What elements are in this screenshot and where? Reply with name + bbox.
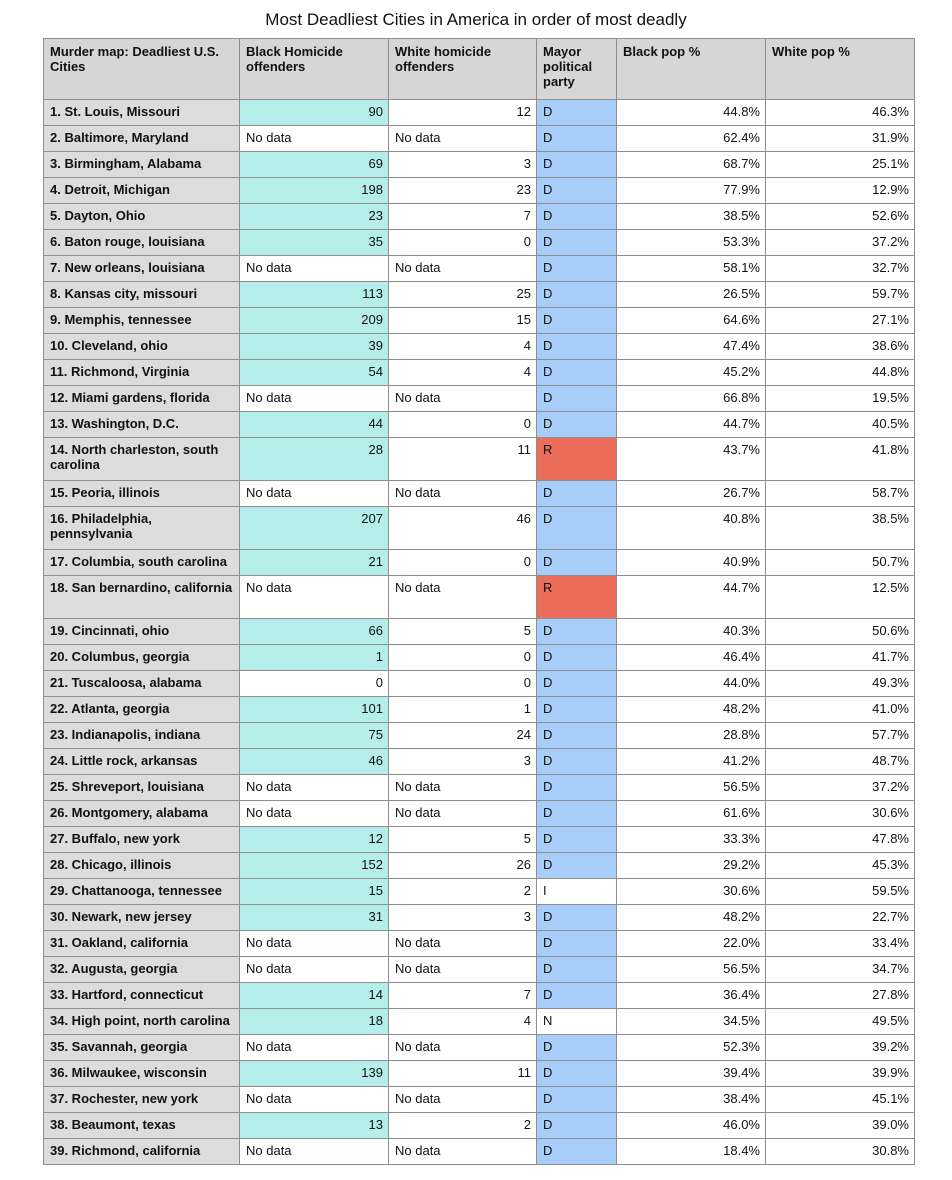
black-offenders-cell[interactable]: 18	[240, 1009, 389, 1035]
white-pop-cell[interactable]: 30.6%	[766, 801, 915, 827]
black-offenders-cell[interactable]: No data	[240, 775, 389, 801]
white-pop-cell[interactable]: 38.6%	[766, 334, 915, 360]
white-offenders-cell[interactable]: No data	[389, 957, 537, 983]
header-row	[44, 39, 915, 100]
table-row	[44, 178, 915, 204]
header-city[interactable]: Murder map: Deadliest U.S. Cities	[44, 39, 240, 100]
table-row	[44, 550, 915, 576]
black-pop-cell[interactable]: 41.2%	[617, 749, 766, 775]
white-pop-cell[interactable]: 50.6%	[766, 619, 915, 645]
black-pop-cell[interactable]: 39.4%	[617, 1061, 766, 1087]
city-cell[interactable]: 12. Miami gardens, florida	[44, 386, 240, 412]
city-cell[interactable]: 15. Peoria, illinois	[44, 481, 240, 507]
white-offenders-cell[interactable]: 4	[389, 360, 537, 386]
white-pop-cell[interactable]: 52.6%	[766, 204, 915, 230]
mayor-party-cell[interactable]: N	[537, 1009, 617, 1035]
table-row	[44, 1035, 915, 1061]
mayor-party-cell[interactable]: D	[537, 550, 617, 576]
black-pop-cell[interactable]: 33.3%	[617, 827, 766, 853]
white-offenders-cell[interactable]: No data	[389, 481, 537, 507]
city-cell[interactable]: 17. Columbia, south carolina	[44, 550, 240, 576]
black-pop-cell[interactable]: 26.5%	[617, 282, 766, 308]
white-offenders-cell[interactable]: No data	[389, 1035, 537, 1061]
table-row	[44, 983, 915, 1009]
white-offenders-cell[interactable]: 0	[389, 645, 537, 671]
table-row	[44, 152, 915, 178]
table-row	[44, 879, 915, 905]
black-offenders-cell[interactable]: 46	[240, 749, 389, 775]
black-pop-cell[interactable]: 29.2%	[617, 853, 766, 879]
white-pop-cell[interactable]: 49.5%	[766, 1009, 915, 1035]
white-pop-cell[interactable]: 59.5%	[766, 879, 915, 905]
black-offenders-cell[interactable]: No data	[240, 1087, 389, 1113]
table-row	[44, 438, 915, 481]
mayor-party-cell[interactable]: R	[537, 576, 617, 619]
city-cell[interactable]: 39. Richmond, california	[44, 1139, 240, 1165]
city-cell[interactable]: 5. Dayton, Ohio	[44, 204, 240, 230]
black-offenders-cell[interactable]: No data	[240, 931, 389, 957]
black-pop-cell[interactable]: 44.7%	[617, 576, 766, 619]
black-offenders-cell[interactable]: No data	[240, 1035, 389, 1061]
black-offenders-cell[interactable]: No data	[240, 1139, 389, 1165]
header-white-offenders[interactable]: White homicide offenders	[389, 39, 537, 100]
city-cell[interactable]: 37. Rochester, new york	[44, 1087, 240, 1113]
table-row	[44, 1087, 915, 1113]
mayor-party-cell[interactable]: D	[537, 152, 617, 178]
city-cell[interactable]: 6. Baton rouge, louisiana	[44, 230, 240, 256]
black-pop-cell[interactable]: 62.4%	[617, 126, 766, 152]
header-black-offenders[interactable]: Black Homicide offenders	[240, 39, 389, 100]
city-cell[interactable]: 4. Detroit, Michigan	[44, 178, 240, 204]
table-row	[44, 126, 915, 152]
black-offenders-cell[interactable]: 113	[240, 282, 389, 308]
white-pop-cell[interactable]: 49.3%	[766, 671, 915, 697]
black-offenders-cell[interactable]: 13	[240, 1113, 389, 1139]
mayor-party-cell[interactable]: D	[537, 126, 617, 152]
table-row	[44, 256, 915, 282]
city-cell[interactable]: 31. Oakland, california	[44, 931, 240, 957]
black-pop-cell[interactable]: 36.4%	[617, 983, 766, 1009]
city-cell[interactable]: 1. St. Louis, Missouri	[44, 100, 240, 126]
table-row	[44, 931, 915, 957]
city-cell[interactable]: 20. Columbus, georgia	[44, 645, 240, 671]
city-cell[interactable]: 22. Atlanta, georgia	[44, 697, 240, 723]
table-row	[44, 801, 915, 827]
black-pop-cell[interactable]: 68.7%	[617, 152, 766, 178]
white-pop-cell[interactable]: 34.7%	[766, 957, 915, 983]
table-row	[44, 697, 915, 723]
black-pop-cell[interactable]: 48.2%	[617, 697, 766, 723]
city-cell[interactable]: 38. Beaumont, texas	[44, 1113, 240, 1139]
black-pop-cell[interactable]: 30.6%	[617, 879, 766, 905]
table-row	[44, 775, 915, 801]
table-row	[44, 1009, 915, 1035]
white-offenders-cell[interactable]: No data	[389, 931, 537, 957]
black-pop-cell[interactable]: 45.2%	[617, 360, 766, 386]
table-row	[44, 334, 915, 360]
black-offenders-cell[interactable]: 12	[240, 827, 389, 853]
white-pop-cell[interactable]: 40.5%	[766, 412, 915, 438]
city-cell[interactable]: 28. Chicago, illinois	[44, 853, 240, 879]
city-cell[interactable]: 2. Baltimore, Maryland	[44, 126, 240, 152]
white-pop-cell[interactable]: 33.4%	[766, 931, 915, 957]
white-offenders-cell[interactable]: No data	[389, 386, 537, 412]
black-offenders-cell[interactable]: 31	[240, 905, 389, 931]
city-cell[interactable]: 16. Philadelphia, pennsylvania	[44, 507, 240, 550]
black-pop-cell[interactable]: 22.0%	[617, 931, 766, 957]
black-pop-cell[interactable]: 44.7%	[617, 412, 766, 438]
black-offenders-cell[interactable]: 15	[240, 879, 389, 905]
table-row	[44, 671, 915, 697]
white-pop-cell[interactable]: 44.8%	[766, 360, 915, 386]
mayor-party-cell[interactable]: D	[537, 334, 617, 360]
table-row	[44, 905, 915, 931]
white-offenders-cell[interactable]: 2	[389, 879, 537, 905]
mayor-party-cell[interactable]: D	[537, 853, 617, 879]
table-row	[44, 1061, 915, 1087]
black-offenders-cell[interactable]: No data	[240, 576, 389, 619]
mayor-party-cell[interactable]: D	[537, 801, 617, 827]
white-pop-cell[interactable]: 32.7%	[766, 256, 915, 282]
white-offenders-cell[interactable]: No data	[389, 126, 537, 152]
mayor-party-cell[interactable]: D	[537, 931, 617, 957]
mayor-party-cell[interactable]: D	[537, 360, 617, 386]
mayor-party-cell[interactable]: D	[537, 827, 617, 853]
black-offenders-cell[interactable]: 139	[240, 1061, 389, 1087]
black-offenders-cell[interactable]: 66	[240, 619, 389, 645]
city-cell[interactable]: 26. Montgomery, alabama	[44, 801, 240, 827]
black-offenders-cell[interactable]: No data	[240, 386, 389, 412]
white-pop-cell[interactable]: 38.5%	[766, 507, 915, 550]
black-offenders-cell[interactable]: 209	[240, 308, 389, 334]
black-offenders-cell[interactable]: 44	[240, 412, 389, 438]
city-cell[interactable]: 7. New orleans, louisiana	[44, 256, 240, 282]
table-row	[44, 853, 915, 879]
city-cell[interactable]: 23. Indianapolis, indiana	[44, 723, 240, 749]
header-black-pop[interactable]: Black pop %	[617, 39, 766, 100]
black-offenders-cell[interactable]: 14	[240, 983, 389, 1009]
city-cell[interactable]: 19. Cincinnati, ohio	[44, 619, 240, 645]
table-row	[44, 507, 915, 550]
mayor-party-cell[interactable]: D	[537, 1035, 617, 1061]
white-pop-cell[interactable]: 25.1%	[766, 152, 915, 178]
white-pop-cell[interactable]: 59.7%	[766, 282, 915, 308]
white-offenders-cell[interactable]: 11	[389, 438, 537, 481]
document-title: Most Deadliest Cities in America in order of most deadly	[265, 10, 687, 29]
table-row	[44, 576, 915, 619]
white-offenders-cell[interactable]: 7	[389, 983, 537, 1009]
black-offenders-cell[interactable]: 90	[240, 100, 389, 126]
city-cell[interactable]: 9. Memphis, tennessee	[44, 308, 240, 334]
black-offenders-cell[interactable]: 39	[240, 334, 389, 360]
mayor-party-cell[interactable]: D	[537, 697, 617, 723]
table-row	[44, 645, 915, 671]
white-pop-cell[interactable]: 47.8%	[766, 827, 915, 853]
black-pop-cell[interactable]: 77.9%	[617, 178, 766, 204]
black-pop-cell[interactable]: 56.5%	[617, 957, 766, 983]
city-cell[interactable]: 24. Little rock, arkansas	[44, 749, 240, 775]
black-offenders-cell[interactable]: 23	[240, 204, 389, 230]
white-pop-cell[interactable]: 45.3%	[766, 853, 915, 879]
white-pop-cell[interactable]: 41.8%	[766, 438, 915, 481]
black-pop-cell[interactable]: 38.5%	[617, 204, 766, 230]
city-cell[interactable]: 32. Augusta, georgia	[44, 957, 240, 983]
black-offenders-cell[interactable]: No data	[240, 957, 389, 983]
table-row	[44, 386, 915, 412]
black-pop-cell[interactable]: 18.4%	[617, 1139, 766, 1165]
black-pop-cell[interactable]: 40.9%	[617, 550, 766, 576]
black-pop-cell[interactable]: 53.3%	[617, 230, 766, 256]
white-pop-cell[interactable]: 22.7%	[766, 905, 915, 931]
mayor-party-cell[interactable]: D	[537, 723, 617, 749]
white-offenders-cell[interactable]: 0	[389, 230, 537, 256]
mayor-party-cell[interactable]: D	[537, 1087, 617, 1113]
white-pop-cell[interactable]: 39.2%	[766, 1035, 915, 1061]
white-offenders-cell[interactable]: 5	[389, 619, 537, 645]
mayor-party-cell[interactable]: D	[537, 230, 617, 256]
table-row	[44, 360, 915, 386]
mayor-party-cell[interactable]: D	[537, 671, 617, 697]
white-pop-cell[interactable]: 41.7%	[766, 645, 915, 671]
table-row	[44, 1113, 915, 1139]
table-row	[44, 204, 915, 230]
white-offenders-cell[interactable]: 1	[389, 697, 537, 723]
white-pop-cell[interactable]: 57.7%	[766, 723, 915, 749]
black-offenders-cell[interactable]: 0	[240, 671, 389, 697]
white-offenders-cell[interactable]: 0	[389, 550, 537, 576]
city-cell[interactable]: 18. San bernardino, california	[44, 576, 240, 619]
white-offenders-cell[interactable]: 11	[389, 1061, 537, 1087]
white-offenders-cell[interactable]: 4	[389, 1009, 537, 1035]
black-pop-cell[interactable]: 44.0%	[617, 671, 766, 697]
table-row	[44, 749, 915, 775]
city-cell[interactable]: 14. North charleston, south carolina	[44, 438, 240, 481]
header-white-pop[interactable]: White pop %	[766, 39, 915, 100]
mayor-party-cell[interactable]: D	[537, 100, 617, 126]
city-cell[interactable]: 36. Milwaukee, wisconsin	[44, 1061, 240, 1087]
city-cell[interactable]: 34. High point, north carolina	[44, 1009, 240, 1035]
white-pop-cell[interactable]: 12.5%	[766, 576, 915, 619]
white-offenders-cell[interactable]: 0	[389, 671, 537, 697]
white-pop-cell[interactable]: 27.8%	[766, 983, 915, 1009]
black-pop-cell[interactable]: 46.0%	[617, 1113, 766, 1139]
white-pop-cell[interactable]: 50.7%	[766, 550, 915, 576]
mayor-party-cell[interactable]: R	[537, 438, 617, 481]
mayor-party-cell[interactable]: D	[537, 905, 617, 931]
black-offenders-cell[interactable]: 21	[240, 550, 389, 576]
city-cell[interactable]: 35. Savannah, georgia	[44, 1035, 240, 1061]
white-offenders-cell[interactable]: 24	[389, 723, 537, 749]
black-pop-cell[interactable]: 38.4%	[617, 1087, 766, 1113]
black-offenders-cell[interactable]: 75	[240, 723, 389, 749]
white-pop-cell[interactable]: 58.7%	[766, 481, 915, 507]
black-pop-cell[interactable]: 34.5%	[617, 1009, 766, 1035]
black-pop-cell[interactable]: 61.6%	[617, 801, 766, 827]
white-offenders-cell[interactable]: 46	[389, 507, 537, 550]
white-pop-cell[interactable]: 48.7%	[766, 749, 915, 775]
mayor-party-cell[interactable]: D	[537, 957, 617, 983]
table-row	[44, 481, 915, 507]
white-offenders-cell[interactable]: No data	[389, 801, 537, 827]
mayor-party-cell[interactable]: D	[537, 256, 617, 282]
white-pop-cell[interactable]: 41.0%	[766, 697, 915, 723]
black-offenders-cell[interactable]: 69	[240, 152, 389, 178]
white-pop-cell[interactable]: 12.9%	[766, 178, 915, 204]
table-row	[44, 230, 915, 256]
white-offenders-cell[interactable]: No data	[389, 1139, 537, 1165]
table-row	[44, 1139, 915, 1165]
table-row	[44, 723, 915, 749]
black-pop-cell[interactable]: 40.8%	[617, 507, 766, 550]
white-offenders-cell[interactable]: 4	[389, 334, 537, 360]
white-pop-cell[interactable]: 31.9%	[766, 126, 915, 152]
city-cell[interactable]: 3. Birmingham, Alabama	[44, 152, 240, 178]
mayor-party-cell[interactable]: D	[537, 178, 617, 204]
black-pop-cell[interactable]: 52.3%	[617, 1035, 766, 1061]
mayor-party-cell[interactable]: D	[537, 412, 617, 438]
white-offenders-cell[interactable]: 5	[389, 827, 537, 853]
city-cell[interactable]: 29. Chattanooga, tennessee	[44, 879, 240, 905]
city-cell[interactable]: 30. Newark, new jersey	[44, 905, 240, 931]
white-pop-cell[interactable]: 27.1%	[766, 308, 915, 334]
city-cell[interactable]: 11. Richmond, Virginia	[44, 360, 240, 386]
white-pop-cell[interactable]: 45.1%	[766, 1087, 915, 1113]
white-offenders-cell[interactable]: 7	[389, 204, 537, 230]
mayor-party-cell[interactable]: D	[537, 645, 617, 671]
black-offenders-cell[interactable]: 152	[240, 853, 389, 879]
white-pop-cell[interactable]: 39.0%	[766, 1113, 915, 1139]
white-offenders-cell[interactable]: 23	[389, 178, 537, 204]
white-pop-cell[interactable]: 37.2%	[766, 230, 915, 256]
white-offenders-cell[interactable]: No data	[389, 1087, 537, 1113]
city-cell[interactable]: 33. Hartford, connecticut	[44, 983, 240, 1009]
mayor-party-cell[interactable]: D	[537, 308, 617, 334]
data-table	[43, 38, 915, 1165]
white-offenders-cell[interactable]: 25	[389, 282, 537, 308]
table-row	[44, 619, 915, 645]
city-cell[interactable]: 13. Washington, D.C.	[44, 412, 240, 438]
black-offenders-cell[interactable]: No data	[240, 481, 389, 507]
black-pop-cell[interactable]: 58.1%	[617, 256, 766, 282]
black-pop-cell[interactable]: 46.4%	[617, 645, 766, 671]
city-cell[interactable]: 25. Shreveport, louisiana	[44, 775, 240, 801]
white-offenders-cell[interactable]: 15	[389, 308, 537, 334]
mayor-party-cell[interactable]: D	[537, 1113, 617, 1139]
black-pop-cell[interactable]: 47.4%	[617, 334, 766, 360]
header-mayor-party[interactable]: Mayor political party	[537, 39, 617, 100]
black-offenders-cell[interactable]: No data	[240, 256, 389, 282]
mayor-party-cell[interactable]: D	[537, 983, 617, 1009]
white-pop-cell[interactable]: 30.8%	[766, 1139, 915, 1165]
black-pop-cell[interactable]: 66.8%	[617, 386, 766, 412]
black-pop-cell[interactable]: 26.7%	[617, 481, 766, 507]
black-pop-cell[interactable]: 64.6%	[617, 308, 766, 334]
white-offenders-cell[interactable]: 2	[389, 1113, 537, 1139]
black-offenders-cell[interactable]: 35	[240, 230, 389, 256]
black-pop-cell[interactable]: 48.2%	[617, 905, 766, 931]
mayor-party-cell[interactable]: D	[537, 507, 617, 550]
black-offenders-cell[interactable]: 198	[240, 178, 389, 204]
table-row	[44, 827, 915, 853]
white-pop-cell[interactable]: 39.9%	[766, 1061, 915, 1087]
white-pop-cell[interactable]: 46.3%	[766, 100, 915, 126]
black-offenders-cell[interactable]: 54	[240, 360, 389, 386]
black-offenders-cell[interactable]: No data	[240, 126, 389, 152]
black-pop-cell[interactable]: 40.3%	[617, 619, 766, 645]
black-pop-cell[interactable]: 56.5%	[617, 775, 766, 801]
white-offenders-cell[interactable]: 0	[389, 412, 537, 438]
white-pop-cell[interactable]: 37.2%	[766, 775, 915, 801]
black-offenders-cell[interactable]: 101	[240, 697, 389, 723]
mayor-party-cell[interactable]: D	[537, 619, 617, 645]
city-cell[interactable]: 27. Buffalo, new york	[44, 827, 240, 853]
white-offenders-cell[interactable]: No data	[389, 576, 537, 619]
white-offenders-cell[interactable]: 3	[389, 749, 537, 775]
black-offenders-cell[interactable]: 1	[240, 645, 389, 671]
mayor-party-cell[interactable]: D	[537, 386, 617, 412]
black-offenders-cell[interactable]: No data	[240, 801, 389, 827]
mayor-party-cell[interactable]: I	[537, 879, 617, 905]
mayor-party-cell[interactable]: D	[537, 775, 617, 801]
black-offenders-cell[interactable]: 28	[240, 438, 389, 481]
table-row	[44, 100, 915, 126]
mayor-party-cell[interactable]: D	[537, 749, 617, 775]
white-offenders-cell[interactable]: No data	[389, 256, 537, 282]
city-cell[interactable]: 21. Tuscaloosa, alabama	[44, 671, 240, 697]
table-row	[44, 308, 915, 334]
city-cell[interactable]: 8. Kansas city, missouri	[44, 282, 240, 308]
white-offenders-cell[interactable]: 3	[389, 905, 537, 931]
white-offenders-cell[interactable]: 12	[389, 100, 537, 126]
city-cell[interactable]: 10. Cleveland, ohio	[44, 334, 240, 360]
table-row	[44, 957, 915, 983]
white-pop-cell[interactable]: 19.5%	[766, 386, 915, 412]
mayor-party-cell[interactable]: D	[537, 204, 617, 230]
mayor-party-cell[interactable]: D	[537, 481, 617, 507]
mayor-party-cell[interactable]: D	[537, 1061, 617, 1087]
table-row	[44, 282, 915, 308]
white-offenders-cell[interactable]: No data	[389, 775, 537, 801]
mayor-party-cell[interactable]: D	[537, 1139, 617, 1165]
black-pop-cell[interactable]: 28.8%	[617, 723, 766, 749]
mayor-party-cell[interactable]: D	[537, 282, 617, 308]
black-pop-cell[interactable]: 44.8%	[617, 100, 766, 126]
black-offenders-cell[interactable]: 207	[240, 507, 389, 550]
table-row	[44, 412, 915, 438]
black-pop-cell[interactable]: 43.7%	[617, 438, 766, 481]
white-offenders-cell[interactable]: 26	[389, 853, 537, 879]
white-offenders-cell[interactable]: 3	[389, 152, 537, 178]
